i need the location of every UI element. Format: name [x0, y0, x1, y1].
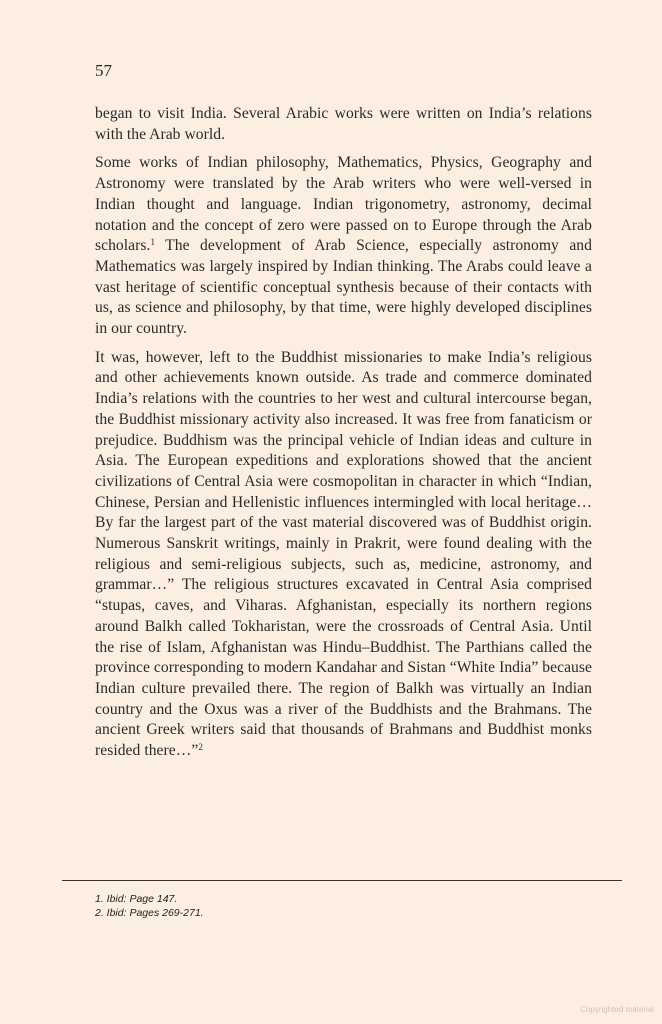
copyright-watermark: Copyrighted material — [580, 1005, 654, 1014]
paragraph-2-text-a: Some works of Indian philosophy, Mathematics, Physics, Geography and Astronomy were translated by the Arab writers who were well-versed in Indian thought and language. Indian trigonometry, astronomy, decimal notation and the concept of zero were passed on to Europe through the Arab scholars. — [95, 154, 592, 255]
paragraph-3-text: It was, however, left to the Buddhist missionaries to make India’s religious and other achievements known outside. As trade and commerce dominated India’s relations with the countries to her west and cultural intercourse began, the Buddhist missionary activity also increased. It was free from fanaticism or prejudice. Buddhism was the principal vehicle of Indian ideas and culture in Asia. The European expeditions and explorations showed that the ancient civilizations of Central Asia were cosmopolitan in character in which “Indian, Chinese, Persian and Hellenistic influences intermingled with local heritage…By far the largest part of the vast material discovered was of Buddhist origin. Numerous Sanskrit writings, mainly in Prakrit, were found dealing with the religious and semi-religious subjects, such as, medicine, astronomy, and grammar…” The religious structures excavated in Central Asia comprised “stupas, caves, and Viharas. Afghanistan, especially its northern regions around Balkh called Tokharistan, were the crossroads of Central Asia. Until the rise of Islam, Afghanistan was Hindu–Buddhist. The Parthians called the province corresponding to modern Kandahar and Sistan “White India” because Indian culture prevailed there. The region of Balkh was virtually an Indian country and the Oxus was a river of the Buddhists and the Brahmans. The ancient Greek writers said that thousands of Brahmans and Buddhist monks resided there…” — [95, 348, 592, 760]
footnote-1: 1. Ibid: Page 147. — [95, 893, 178, 905]
paragraph-2-text-b: The development of Arab Science, especially astronomy and Mathematics was largely inspired by Indian thinking. The Arabs could leave a vast heritage of scientific conceptual synthesis because of their contacts with us, as science and philosophy, by that time, were highly developed disciplines in our country. — [95, 237, 592, 338]
footnote-2: 2. Ibid: Pages 269-271. — [95, 907, 204, 919]
footnotes — [95, 892, 204, 920]
page-number: 57 — [95, 61, 112, 80]
footnote-ref-2: 2 — [198, 742, 203, 753]
paragraph-2 — [95, 153, 592, 339]
paragraph-1: began to visit India. Several Arabic works were written on India’s relations with the Arab world. — [95, 105, 592, 143]
body-text — [95, 104, 592, 770]
footnote-ref-1: 1 — [150, 237, 156, 248]
footnote-divider — [62, 880, 622, 881]
paragraph-3 — [95, 348, 592, 762]
